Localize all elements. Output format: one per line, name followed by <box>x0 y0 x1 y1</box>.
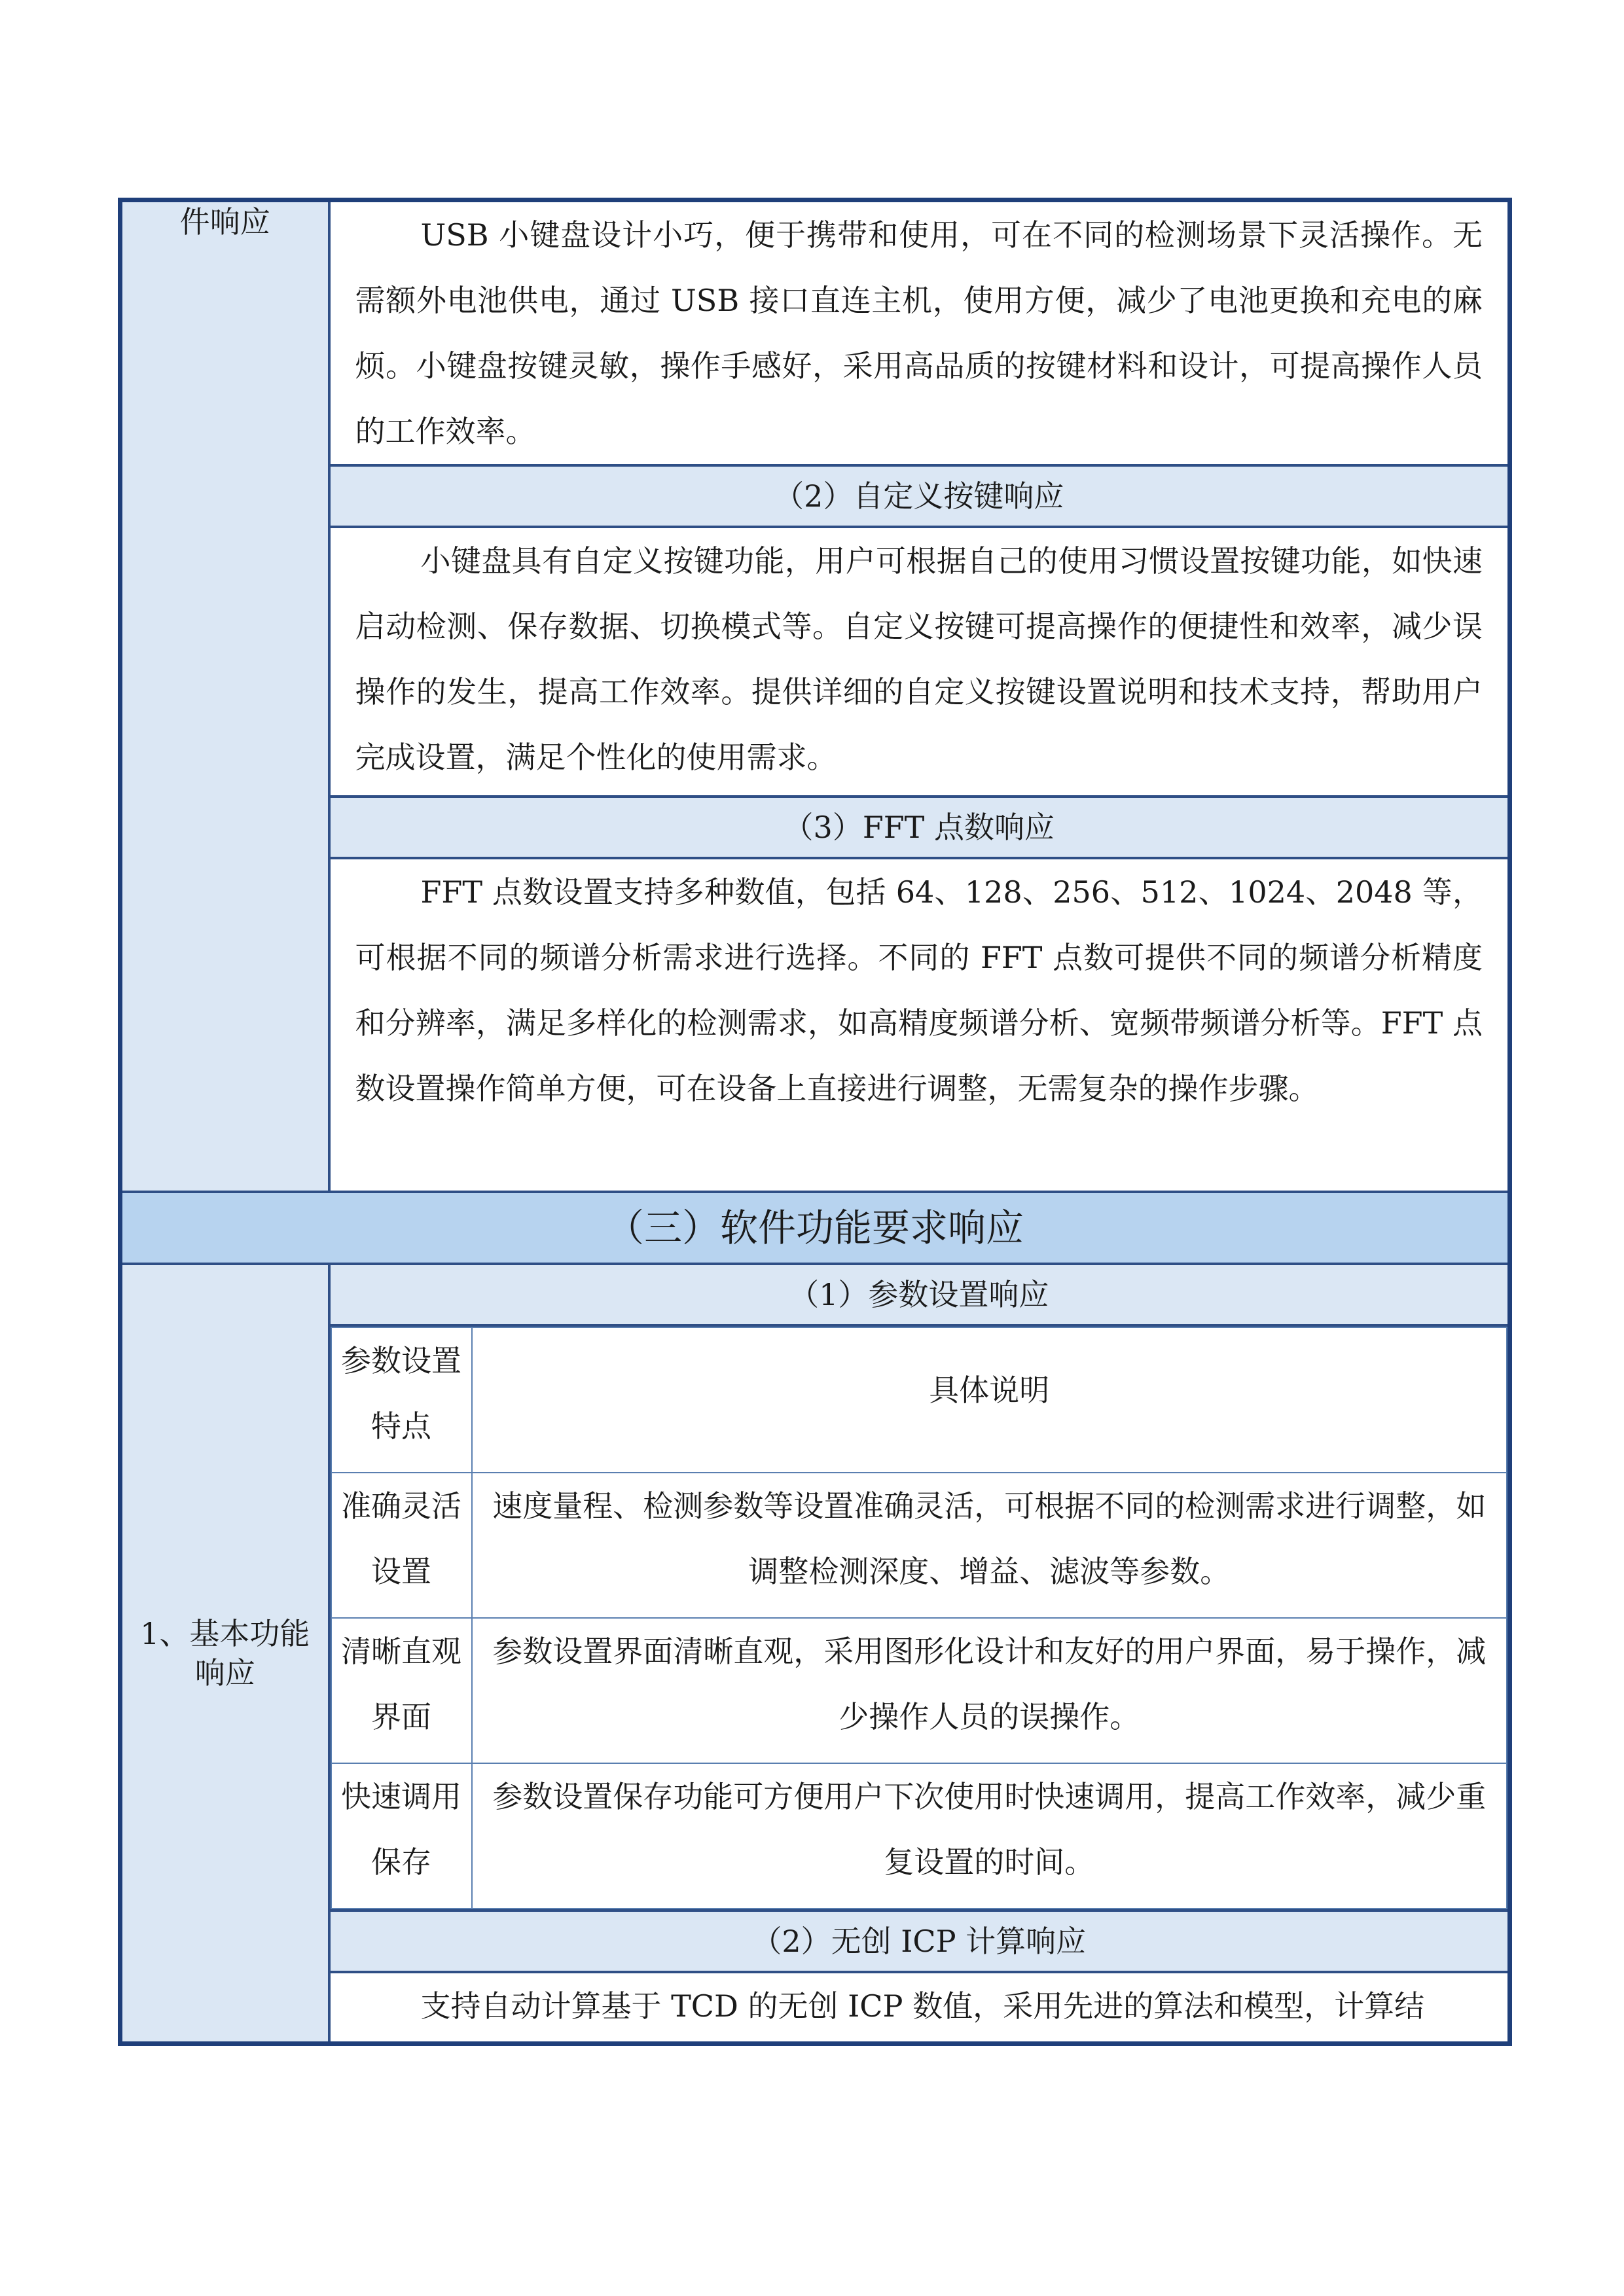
param-row <box>331 1763 1507 1909</box>
icp-paragraph: 支持自动计算基于 TCD 的无创 ICP 数值，采用先进的算法和模型，计算结 <box>329 1972 1510 2044</box>
response-table <box>118 198 1512 2046</box>
fft-paragraph: FFT 点数设置支持多种数值，包括 64、128、256、512、1024、2048 等，可根据不同的频谱分析需求进行选择。不同的 FFT 点数可提供不同的频谱分析精度和分辨率，满足多样化的检测需求，如高精度频谱分析、宽频带频谱分析等。FFT 点数设置操作简单方便，可在设备上直接进行调整，无需复杂的操作步骤。 <box>329 858 1510 1192</box>
continued-row <box>120 200 1510 466</box>
param-row <box>331 1618 1507 1763</box>
param-row-feature: 清晰直观界面 <box>331 1618 472 1763</box>
left-label-continued: 件响应 <box>179 204 270 240</box>
left-cell-continued <box>120 200 329 1193</box>
custom-key-heading: （2）自定义按键响应 <box>329 465 1510 527</box>
icp-heading: （2）无创 ICP 计算响应 <box>329 1910 1510 1972</box>
param-table-header <box>331 1327 1507 1473</box>
param-row-desc: 参数设置界面清晰直观，采用图形化设计和友好的用户界面，易于操作，减少操作人员的误操作。 <box>472 1618 1507 1763</box>
param-row-desc: 参数设置保存功能可方便用户下次使用时快速调用，提高工作效率，减少重复设置的时间。 <box>472 1763 1507 1909</box>
param-table <box>331 1327 1508 1909</box>
param-row-feature: 准确灵活设置 <box>331 1473 472 1618</box>
param-row-feature: 快速调用保存 <box>331 1763 472 1909</box>
param-head-feature: 参数设置特点 <box>331 1327 472 1473</box>
usb-keypad-paragraph: USB 小键盘设计小巧，便于携带和使用，可在不同的检测场景下灵活操作。无需额外电池供电，通过 USB 接口直连主机，使用方便，减少了电池更换和充电的麻烦。小键盘按键灵敏，操作手感好，采用高品质的按键材料和设计，可提高操作人员的工作效率。 <box>329 200 1510 466</box>
param-table-cell <box>329 1325 1510 1910</box>
fft-heading: （3）FFT 点数响应 <box>329 797 1510 858</box>
custom-key-paragraph: 小键盘具有自定义按键功能，用户可根据自己的使用习惯设置按键功能，如快速启动检测、保存数据、切换模式等。自定义按键可提高操作的便捷性和效率，减少误操作的发生，提高工作效率。提供详细的自定义按键设置说明和技术支持，帮助用户完成设置，满足个性化的使用需求。 <box>329 527 1510 797</box>
left-cell-basic <box>120 1264 329 2044</box>
param-row-desc: 速度量程、检测参数等设置准确灵活，可根据不同的检测需求进行调整，如调整检测深度、增益、滤波等参数。 <box>472 1473 1507 1618</box>
left-label-basic: 1、基本功能响应 <box>140 1616 310 1691</box>
param-row <box>331 1473 1507 1618</box>
param-heading: （1）参数设置响应 <box>329 1264 1510 1325</box>
param-head-desc: 具体说明 <box>472 1327 1507 1473</box>
software-section-heading: （三）软件功能要求响应 <box>120 1192 1510 1264</box>
